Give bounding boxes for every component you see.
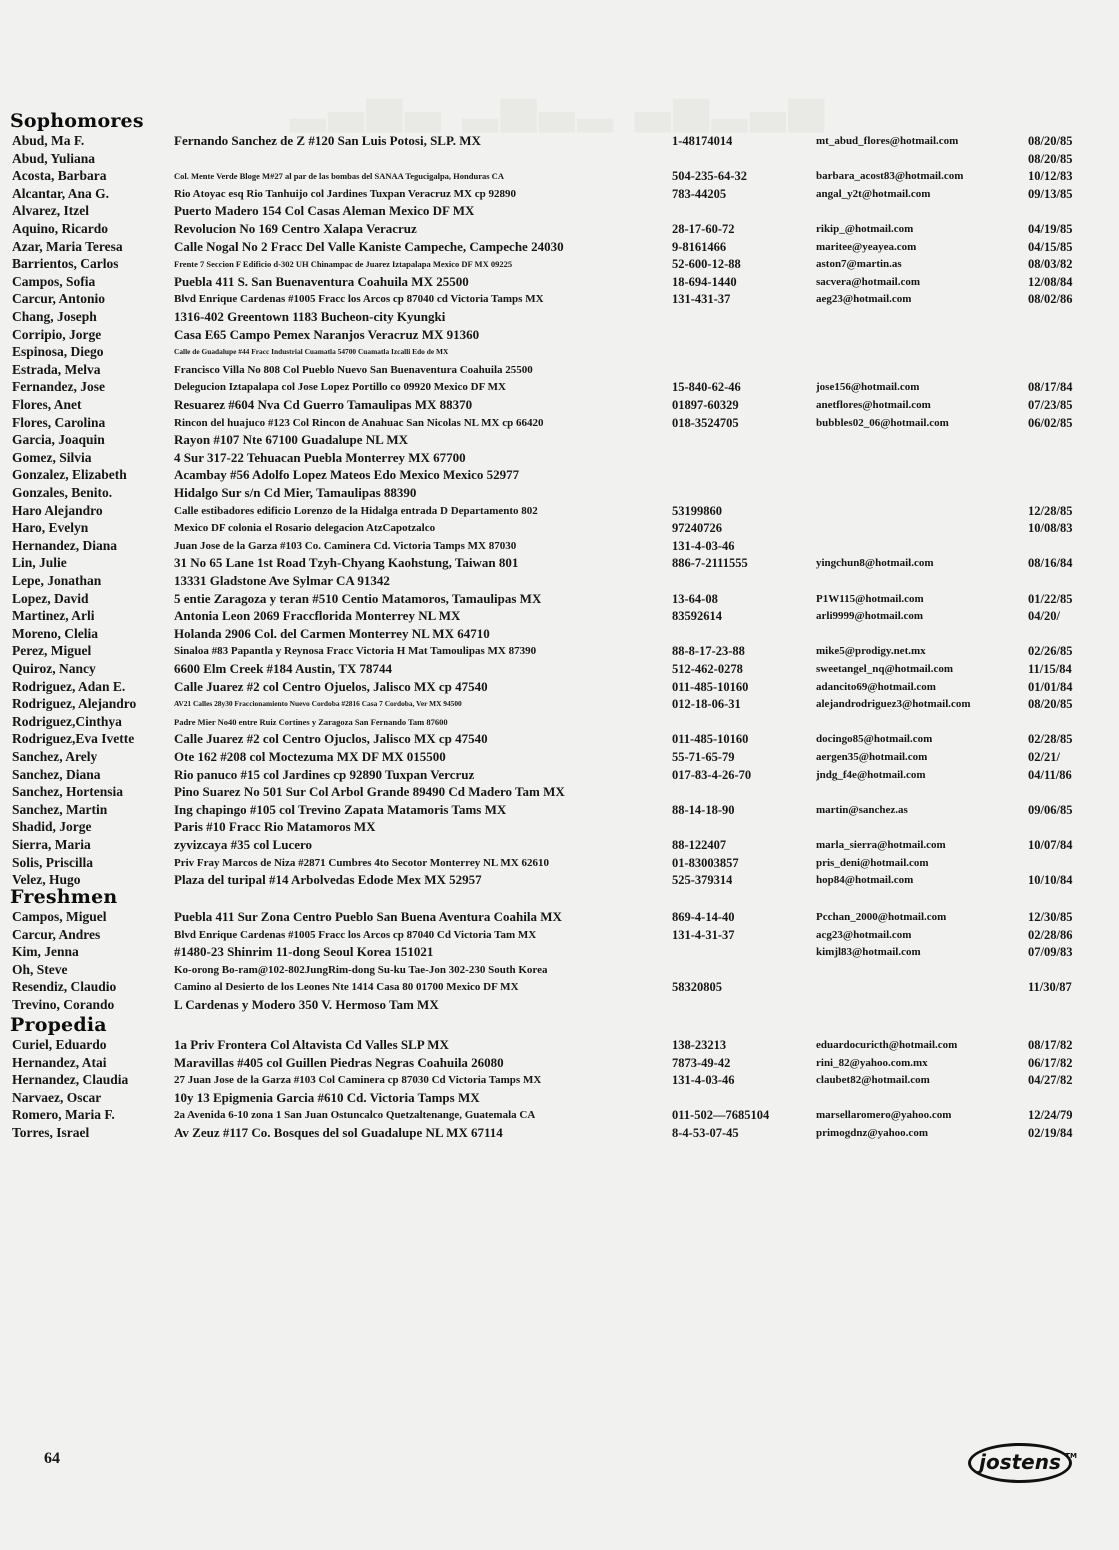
directory-row (0, 449, 1119, 467)
email-address: alejandrodriguez3@hotmail.com (816, 698, 971, 711)
address: Hidalgo Sur s/n Cd Mier, Tamaulipas 88390 (174, 485, 417, 500)
directory-row (0, 642, 1119, 660)
page-number: 64 (44, 1450, 60, 1467)
birth-date: 02/28/85 (1028, 732, 1073, 747)
birth-date: 12/08/84 (1028, 274, 1073, 289)
directory-row (0, 185, 1119, 203)
directory-row (0, 678, 1119, 696)
phone-number: 783-44205 (672, 186, 727, 201)
email-address: adancito69@hotmail.com (816, 680, 936, 693)
birth-date: 08/20/85 (1028, 697, 1073, 712)
address: Camino al Desierto de los Leones Nte 1414 Casa 80 01700 Mexico DF MX (174, 981, 519, 994)
email-address: aeg23@hotmail.com (816, 293, 912, 306)
directory-row (0, 1036, 1119, 1054)
student-name: Chang, Joseph (12, 309, 97, 324)
directory-row (0, 1124, 1119, 1142)
birth-date: 09/06/85 (1028, 802, 1073, 817)
phone-number: 9-8161466 (672, 239, 727, 254)
directory-row (0, 290, 1119, 308)
address: Resuarez #604 Nva Cd Guerro Tamaulipas MX 88370 (174, 397, 473, 412)
email-address: bubbles02_06@hotmail.com (816, 416, 949, 429)
address: 6600 Elm Creek #184 Austin, TX 78744 (174, 661, 393, 676)
birth-date: 06/17/82 (1028, 1055, 1073, 1070)
student-name: Carcur, Andres (12, 926, 101, 942)
directory-row (0, 783, 1119, 801)
student-name: Azar, Maria Teresa (12, 238, 123, 254)
student-name: Sanchez, Martin (12, 801, 108, 817)
email-address: anetflores@hotmail.com (816, 399, 931, 411)
address: Casa E65 Campo Pemex Naranjos Veracruz MX 91360 (174, 326, 480, 342)
email-address: marsellaromero@yahoo.com (816, 1109, 952, 1122)
student-name: Sanchez, Diana (12, 766, 101, 782)
student-name: Hernandez, Diana (12, 537, 118, 553)
address: 1316-402 Greentown 1183 Bucheon-city Kyungki (174, 309, 446, 324)
address: Holanda 2906 Col. del Carmen Monterrey NL MX 64710 (174, 625, 490, 641)
email-address: rini_82@yahoo.com.mx (816, 1056, 928, 1069)
directory-row (0, 519, 1119, 537)
directory-row (0, 996, 1119, 1014)
phone-number: 8-4-53-07-45 (672, 1126, 739, 1140)
student-name: Rodriguez,Cinthya (12, 713, 122, 729)
directory-row (0, 590, 1119, 608)
student-name: Estrada, Melva (12, 361, 101, 377)
directory-row (0, 537, 1119, 555)
birth-date: 10/07/84 (1028, 838, 1073, 852)
directory-row (0, 466, 1119, 484)
address: Blvd Enrique Cardenas #1005 Fracc los Arcos cp 87040 cd Victoria Tamps MX (174, 293, 544, 306)
student-name: Narvaez, Oscar (12, 1089, 102, 1105)
birth-date: 02/21/ (1028, 750, 1060, 764)
address: Puerto Madero 154 Col Casas Aleman Mexico DF MX (174, 203, 475, 219)
student-name: Campos, Sofia (12, 273, 96, 289)
address: Calle Nogal No 2 Fracc Del Valle Kaniste Campeche, Campeche 24030 (174, 238, 564, 254)
student-name: Lopez, David (12, 590, 89, 606)
address: 2a Avenida 6-10 zona 1 San Juan Ostuncalco Quetzaltenange, Guatemala CA (174, 1109, 536, 1122)
email-address: maritee@yeayea.com (816, 240, 917, 253)
email-address: P1W115@hotmail.com (816, 592, 924, 605)
student-name: Aquino, Ricardo (12, 221, 109, 236)
section-heading: Propedia (10, 1014, 107, 1036)
email-address: marla_sierra@hotmail.com (816, 839, 946, 851)
directory-row (0, 202, 1119, 220)
student-name: Haro, Evelyn (12, 520, 89, 536)
directory-row (0, 730, 1119, 748)
phone-number: 011-485-10160 (672, 679, 749, 694)
address: Calle de Guadalupe #44 Fracc Industrial Cuamatla 54700 Cuamatla Izcalli Edo de MX (174, 347, 449, 357)
address: #1480-23 Shinrim 11-dong Seoul Korea 151021 (174, 944, 434, 960)
email-address: jndg_f4e@hotmail.com (816, 768, 926, 781)
address: Mexico DF colonia el Rosario delegacion AtzCapotzalco (174, 522, 436, 535)
address: 5 entie Zaragoza y teran #510 Centio Matamoros, Tamaulipas MX (174, 590, 542, 606)
address: L Cardenas y Modero 350 V. Hermoso Tam MX (174, 997, 439, 1012)
address: Antonia Leon 2069 Fraccflorida Monterrey NL MX (174, 608, 461, 624)
directory-row (0, 943, 1119, 961)
directory-row (0, 908, 1119, 926)
address: Pino Suarez No 501 Sur Col Arbol Grande 89490 Cd Madero Tam MX (174, 784, 565, 800)
student-name: Barrientos, Carlos (12, 256, 119, 272)
phone-number: 58320805 (672, 980, 722, 995)
student-name: Trevino, Corando (12, 997, 115, 1012)
birth-date: 04/19/85 (1028, 222, 1073, 236)
email-address: martin@sanchez.as (816, 803, 908, 816)
address: 31 No 65 Lane 1st Road Tzyh-Chyang Kaohstung, Taiwan 801 (174, 555, 519, 571)
phone-number: 131-4-03-46 (672, 538, 735, 553)
faded-header-watermark: ▂▃▅▃ ▂▅▃▂ ▃▅▂▃▅ (290, 78, 827, 132)
phone-number: 97240726 (672, 521, 722, 536)
birth-date: 08/16/84 (1028, 556, 1073, 571)
address: Revolucion No 169 Centro Xalapa Veracruz (174, 221, 417, 236)
student-name: Solis, Priscilla (12, 854, 93, 870)
directory-row (0, 871, 1119, 889)
directory-row (0, 502, 1119, 520)
address: Fernando Sanchez de Z #120 San Luis Potosi, SLP. MX (174, 133, 481, 148)
phone-number: 512-462-0278 (672, 662, 743, 676)
student-name: Shadid, Jorge (12, 819, 92, 835)
address: Rio panuco #15 col Jardines cp 92890 Tuxpan Vercruz (174, 766, 475, 782)
student-name: Quiroz, Nancy (12, 661, 96, 676)
birth-date: 08/03/82 (1028, 257, 1073, 272)
address: Padre Mier No40 entre Ruiz Cortines y Zaragoza San Fernando Tam 87600 (174, 716, 448, 727)
phone-number: 131-4-03-46 (672, 1073, 735, 1088)
phone-number: 28-17-60-72 (672, 222, 735, 236)
directory-row (0, 1089, 1119, 1107)
student-name: Acosta, Barbara (12, 168, 107, 184)
directory-row (0, 748, 1119, 766)
phone-number: 131-431-37 (672, 292, 731, 307)
birth-date: 08/20/85 (1028, 151, 1073, 166)
birth-date: 07/09/83 (1028, 945, 1073, 960)
address: Blvd Enrique Cardenas #1005 Fracc los Arcos cp 87040 Cd Victoria Tam MX (174, 928, 537, 941)
address: Col. Mente Verde Bloge M#27 al par de las bombas del SANAA Tegucigalpa, Honduras CA (174, 171, 504, 182)
birth-date: 04/15/85 (1028, 239, 1073, 254)
section-heading: Sophomores (10, 110, 144, 132)
directory-row (0, 926, 1119, 944)
phone-number: 018-3524705 (672, 415, 739, 430)
student-name: Lepe, Jonathan (12, 573, 102, 588)
email-address: acg23@hotmail.com (816, 928, 912, 941)
email-address: aston7@martin.as (816, 258, 902, 271)
student-name: Sanchez, Hortensia (12, 784, 123, 800)
email-address: primogdnz@yahoo.com (816, 1127, 928, 1139)
address: Rayon #107 Nte 67100 Guadalupe NL MX (174, 432, 409, 448)
jostens-logo: jostens TM (968, 1443, 1072, 1483)
student-name: Rodriguez, Alejandro (12, 696, 137, 712)
student-name: Haro Alejandro (12, 502, 103, 518)
student-name: Flores, Anet (12, 397, 82, 412)
address: Puebla 411 Sur Zona Centro Pueblo San Buena Aventura Coahila MX (174, 909, 562, 924)
student-name: Flores, Carolina (12, 414, 106, 430)
phone-number: 525-379314 (672, 873, 733, 888)
directory-row (0, 1054, 1119, 1072)
address: Av Zeuz #117 Co. Bosques del sol Guadalupe NL MX 67114 (174, 1125, 503, 1140)
student-name: Alcantar, Ana G. (12, 185, 110, 201)
email-address: rikip_@hotmail.com (816, 223, 914, 235)
email-address: claubet82@hotmail.com (816, 1074, 930, 1087)
directory-row (0, 343, 1119, 361)
address: Rio Atoyac esq Rio Tanhuijo col Jardines Tuxpan Veracruz MX cp 92890 (174, 187, 516, 200)
directory-row (0, 238, 1119, 256)
address: Priv Fray Marcos de Niza #2871 Cumbres 4to Secotor Monterrey NL MX 62610 (174, 856, 549, 869)
birth-date: 12/24/79 (1028, 1108, 1073, 1123)
phone-number: 7873-49-42 (672, 1055, 731, 1070)
birth-date: 02/19/84 (1028, 1126, 1073, 1140)
address: Calle estibadores edificio Lorenzo de la Hidalga entrada D Departamento 802 (174, 504, 538, 517)
address: Acambay #56 Adolfo Lopez Mateos Edo Mexico Mexico 52977 (174, 467, 520, 483)
phone-number: 01897-60329 (672, 398, 739, 412)
phone-number: 83592614 (672, 609, 722, 624)
directory-row (0, 220, 1119, 238)
phone-number: 138-23213 (672, 1038, 727, 1052)
directory-row (0, 607, 1119, 625)
directory-row (0, 273, 1119, 291)
student-name: Gonzales, Benito. (12, 485, 113, 500)
address: Frente 7 Seccion F Edificio d-302 UH Chinampac de Juarez Iztapalapa Mexico DF MX 09225 (174, 259, 513, 270)
phone-number: 88-8-17-23-88 (672, 644, 745, 659)
birth-date: 09/13/85 (1028, 186, 1073, 201)
student-name: Fernandez, Jose (12, 379, 105, 395)
phone-number: 53199860 (672, 503, 722, 518)
birth-date: 11/30/87 (1028, 980, 1072, 995)
email-address: hop84@hotmail.com (816, 874, 914, 887)
directory-row (0, 1106, 1119, 1124)
phone-number: 15-840-62-46 (672, 380, 741, 395)
email-address: aergen35@hotmail.com (816, 751, 928, 763)
birth-date: 08/17/82 (1028, 1038, 1073, 1052)
birth-date: 08/20/85 (1028, 134, 1073, 148)
email-address: barbara_acost83@hotmail.com (816, 170, 964, 183)
email-address: sacvera@hotmail.com (816, 275, 921, 288)
directory-row (0, 255, 1119, 273)
phone-number: 88-122407 (672, 838, 727, 852)
directory-row (0, 854, 1119, 872)
email-address: sweetangel_nq@hotmail.com (816, 663, 954, 675)
email-address: docingo85@hotmail.com (816, 733, 933, 746)
directory-row (0, 554, 1119, 572)
birth-date: 10/08/83 (1028, 521, 1073, 536)
student-name: Torres, Israel (12, 1125, 90, 1140)
birth-date: 07/23/85 (1028, 398, 1073, 412)
student-name: Hernandez, Atai (12, 1054, 107, 1070)
email-address: kimjl83@hotmail.com (816, 946, 921, 959)
address: Juan Jose de la Garza #103 Co. Caminera Cd. Victoria Tamps MX 87030 (174, 539, 517, 552)
student-name: Gonzalez, Elizabeth (12, 467, 127, 483)
directory-row (0, 818, 1119, 836)
birth-date: 01/22/85 (1028, 591, 1073, 606)
student-name: Kim, Jenna (12, 944, 79, 960)
directory-row (0, 766, 1119, 784)
directory-row (0, 431, 1119, 449)
address: Maravillas #405 col Guillen Piedras Negras Coahuila 26080 (174, 1054, 504, 1070)
phone-number: 017-83-4-26-70 (672, 767, 752, 782)
directory-row (0, 308, 1119, 326)
directory-row (0, 836, 1119, 854)
student-name: Curiel, Eduardo (12, 1037, 107, 1052)
email-address: yingchun8@hotmail.com (816, 557, 934, 570)
address: Ko-orong Bo-ram@102-802JungRim-dong Su-ku Tae-Jon 302-230 South Korea (174, 963, 548, 976)
address: Ing chapingo #105 col Trevino Zapata Matamoris Tams MX (174, 801, 507, 817)
address: Puebla 411 S. San Buenaventura Coahuila MX 25500 (174, 273, 469, 289)
phone-number: 01-83003857 (672, 855, 739, 870)
address: Sinaloa #83 Papantla y Reynosa Fracc Victoria H Mat Tamoulipas MX 87390 (174, 645, 537, 658)
address: 13331 Gladstone Ave Sylmar CA 91342 (174, 573, 390, 588)
address: Calle Juarez #2 col Centro Ojuclos, Jalisco MX cp 47540 (174, 731, 488, 747)
student-name: Velez, Hugo (12, 872, 81, 888)
address: 10y 13 Epigmenia Garcia #610 Cd. Victoria Tamps MX (174, 1089, 480, 1105)
student-name: Martinez, Arli (12, 608, 95, 624)
birth-date: 01/01/84 (1028, 679, 1073, 694)
email-address: angal_y2t@hotmail.com (816, 187, 931, 200)
phone-number: 52-600-12-88 (672, 257, 741, 272)
directory-row (0, 572, 1119, 590)
address: 27 Juan Jose de la Garza #103 Col Caminera cp 87030 Cd Victoria Tamps MX (174, 1074, 542, 1087)
phone-number: 88-14-18-90 (672, 802, 735, 817)
phone-number: 504-235-64-32 (672, 169, 747, 184)
section-heading: Freshmen (10, 886, 118, 908)
phone-number: 869-4-14-40 (672, 910, 735, 924)
student-name: Carcur, Antonio (12, 291, 106, 307)
email-address: mike5@prodigy.net.mx (816, 645, 926, 658)
directory-row (0, 396, 1119, 414)
address: Paris #10 Fracc Rio Matamoros MX (174, 819, 376, 835)
address: AV21 Calles 28y30 Fraccionamiento Nuevo Cordoba #2816 Casa 7 Cordoba, Ver MX 94500 (174, 699, 462, 709)
birth-date: 11/15/84 (1028, 662, 1072, 676)
phone-number: 131-4-31-37 (672, 927, 735, 942)
student-name: Campos, Miguel (12, 909, 107, 924)
birth-date: 04/11/86 (1028, 767, 1072, 782)
address: 1a Priv Frontera Col Altavista Cd Valles SLP MX (174, 1037, 449, 1052)
address: Rincon del huajuco #123 Col Rincon de Anahuac San Nicolas NL MX cp 66420 (174, 416, 544, 429)
address: Delegucion Iztapalapa col Jose Lopez Portillo co 09920 Mexico DF MX (174, 381, 506, 394)
directory-row (0, 484, 1119, 502)
directory-row (0, 361, 1119, 379)
phone-number: 55-71-65-79 (672, 750, 735, 764)
logo-wordmark: jostens (979, 1450, 1061, 1474)
directory-row (0, 150, 1119, 168)
address: zyvizcaya #35 col Lucero (174, 837, 313, 852)
student-name: Corripio, Jorge (12, 326, 102, 342)
birth-date: 08/02/86 (1028, 292, 1073, 307)
email-address: Pcchan_2000@hotmail.com (816, 911, 947, 923)
birth-date: 02/28/86 (1028, 927, 1073, 942)
address: Francisco Villa No 808 Col Pueblo Nuevo San Buenaventura Coahuila 25500 (174, 363, 533, 376)
student-name: Hernandez, Claudia (12, 1072, 129, 1088)
student-name: Resendiz, Claudio (12, 979, 117, 995)
phone-number: 011-485-10160 (672, 732, 749, 747)
directory-row (0, 414, 1119, 432)
birth-date: 04/27/82 (1028, 1073, 1073, 1088)
address: Calle Juarez #2 col Centro Ojuelos, Jalisco MX cp 47540 (174, 678, 488, 694)
birth-date: 12/28/85 (1028, 503, 1073, 518)
directory-row (0, 326, 1119, 344)
directory-row (0, 695, 1119, 713)
directory-row (0, 801, 1119, 819)
birth-date: 10/10/84 (1028, 873, 1073, 888)
student-name: Espinosa, Diego (12, 344, 104, 360)
phone-number: 012-18-06-31 (672, 697, 741, 712)
student-name: Sierra, Maria (12, 837, 91, 852)
directory-row (0, 1071, 1119, 1089)
phone-number: 1-48174014 (672, 134, 733, 148)
phone-number: 886-7-2111555 (672, 556, 748, 571)
student-name: Moreno, Clelia (12, 625, 98, 641)
student-name: Rodriguez,Eva Ivette (12, 731, 135, 747)
student-name: Perez, Miguel (12, 643, 92, 659)
birth-date: 08/17/84 (1028, 380, 1073, 395)
birth-date: 12/30/85 (1028, 910, 1073, 924)
student-name: Rodriguez, Adan E. (12, 678, 126, 694)
birth-date: 04/20/ (1028, 609, 1060, 624)
student-name: Romero, Maria F. (12, 1107, 115, 1123)
birth-date: 02/26/85 (1028, 644, 1073, 659)
birth-date: 10/12/83 (1028, 169, 1073, 184)
email-address: eduardocuricth@hotmail.com (816, 1039, 958, 1051)
directory-row (0, 713, 1119, 731)
directory-row (0, 167, 1119, 185)
student-name: Alvarez, Itzel (12, 203, 89, 219)
student-name: Garcia, Joaquin (12, 432, 105, 448)
student-name: Lin, Julie (12, 555, 67, 571)
directory-row (0, 961, 1119, 979)
student-name: Gomez, Silvia (12, 449, 92, 465)
address: 4 Sur 317-22 Tehuacan Puebla Monterrey MX 67700 (174, 449, 466, 465)
directory-row (0, 132, 1119, 150)
address: Ote 162 #208 col Moctezuma MX DF MX 015500 (174, 749, 446, 764)
directory-row (0, 978, 1119, 996)
student-name: Abud, Yuliana (12, 150, 96, 166)
student-name: Sanchez, Arely (12, 749, 98, 764)
email-address: jose156@hotmail.com (816, 381, 920, 394)
email-address: arli9999@hotmail.com (816, 610, 924, 623)
email-address: pris_deni@hotmail.com (816, 856, 929, 869)
directory-row (0, 660, 1119, 678)
student-name: Oh, Steve (12, 961, 68, 977)
address: Plaza del turipal #14 Arbolvedas Edode Mex MX 52957 (174, 872, 482, 888)
phone-number: 13-64-08 (672, 591, 718, 606)
phone-number: 18-694-1440 (672, 274, 737, 289)
email-address: mt_abud_flores@hotmail.com (816, 135, 959, 147)
directory-row (0, 378, 1119, 396)
phone-number: 011-502—7685104 (672, 1108, 770, 1123)
directory-row (0, 625, 1119, 643)
birth-date: 06/02/85 (1028, 415, 1073, 430)
student-name: Abud, Ma F. (12, 133, 85, 148)
